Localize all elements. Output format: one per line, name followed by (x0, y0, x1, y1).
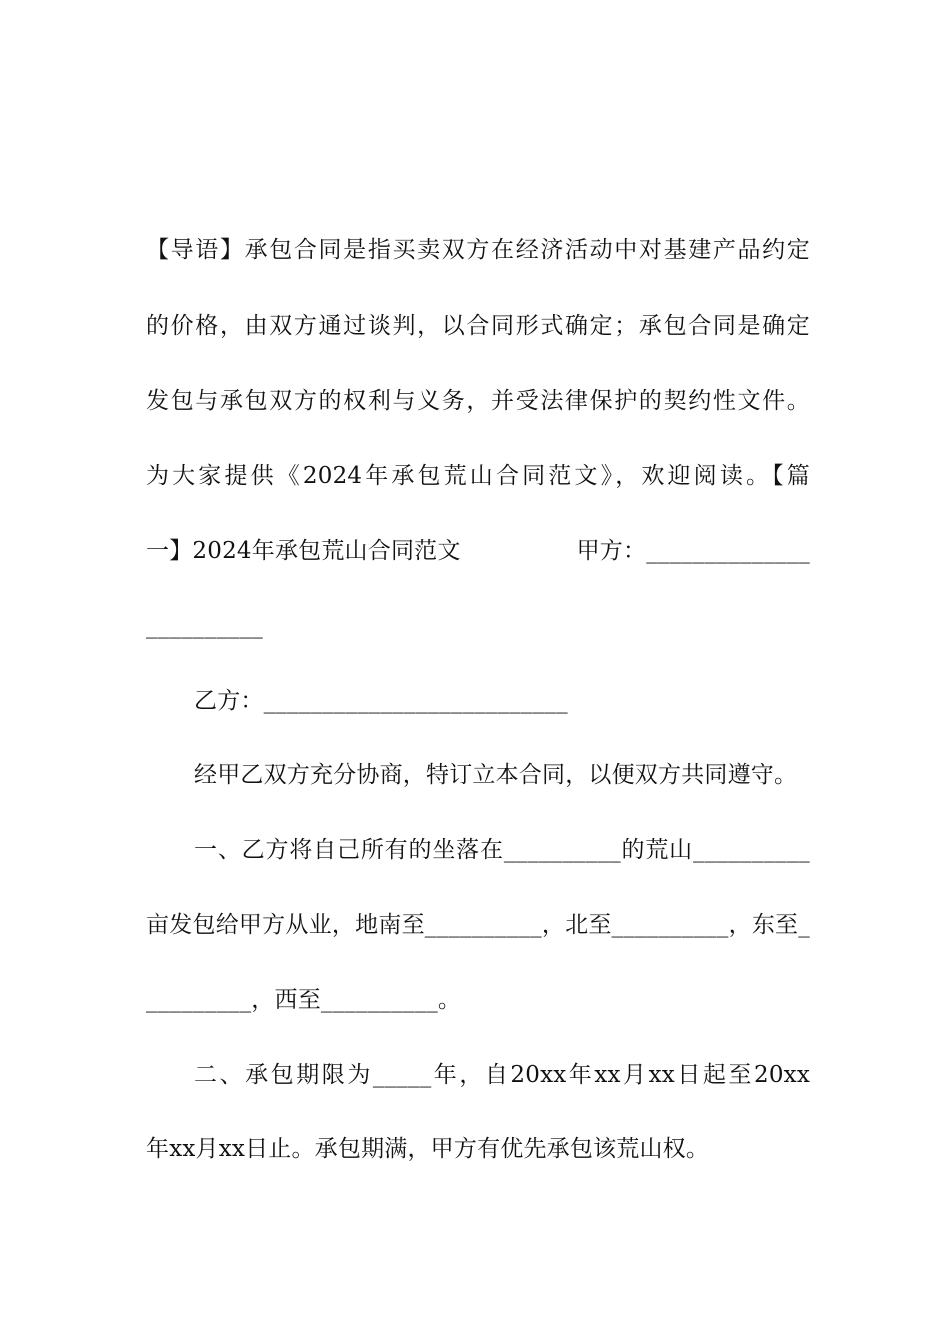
party-a-blank-continued: __________ (146, 613, 263, 639)
intro-line-3: 发包与承包双方的权利与义务，并受法律保护的契约性文件。 (146, 388, 810, 414)
intro-line-2: 的价格，由双方通过谈判，以合同形式确定；承包合同是确定 (146, 313, 810, 339)
intro-line-1: 【导语】承包合同是指买卖双方在经济活动中对基建产品约定 (146, 237, 810, 263)
clause-1-line-2: 亩发包给甲方从业，地南至__________，北至__________，东至_ (146, 912, 810, 938)
clause-1-line-1: 一、乙方将自己所有的坐落在__________的荒山__________ (194, 837, 810, 863)
intro-line-4: 为大家提供《2024年承包荒山合同范文》，欢迎阅读。【篇 (146, 463, 810, 489)
clause-2-line-1: 二、承包期限为_____年，自20xx年xx月xx日起至20xx (194, 1062, 810, 1088)
clause-1-line-3: _________，西至__________。 (146, 987, 462, 1013)
clause-2-line-2: 年xx月xx日止。承包期满，甲方有优先承包该荒山权。 (146, 1136, 710, 1162)
agreement-preamble: 经甲乙双方充分协商，特订立本合同，以便双方共同遵守。 (194, 762, 798, 788)
heading-party-a-line: 一】2024年承包荒山合同范文 甲方：______________ (146, 538, 810, 564)
party-b-line: 乙方：__________________________ (194, 688, 568, 714)
